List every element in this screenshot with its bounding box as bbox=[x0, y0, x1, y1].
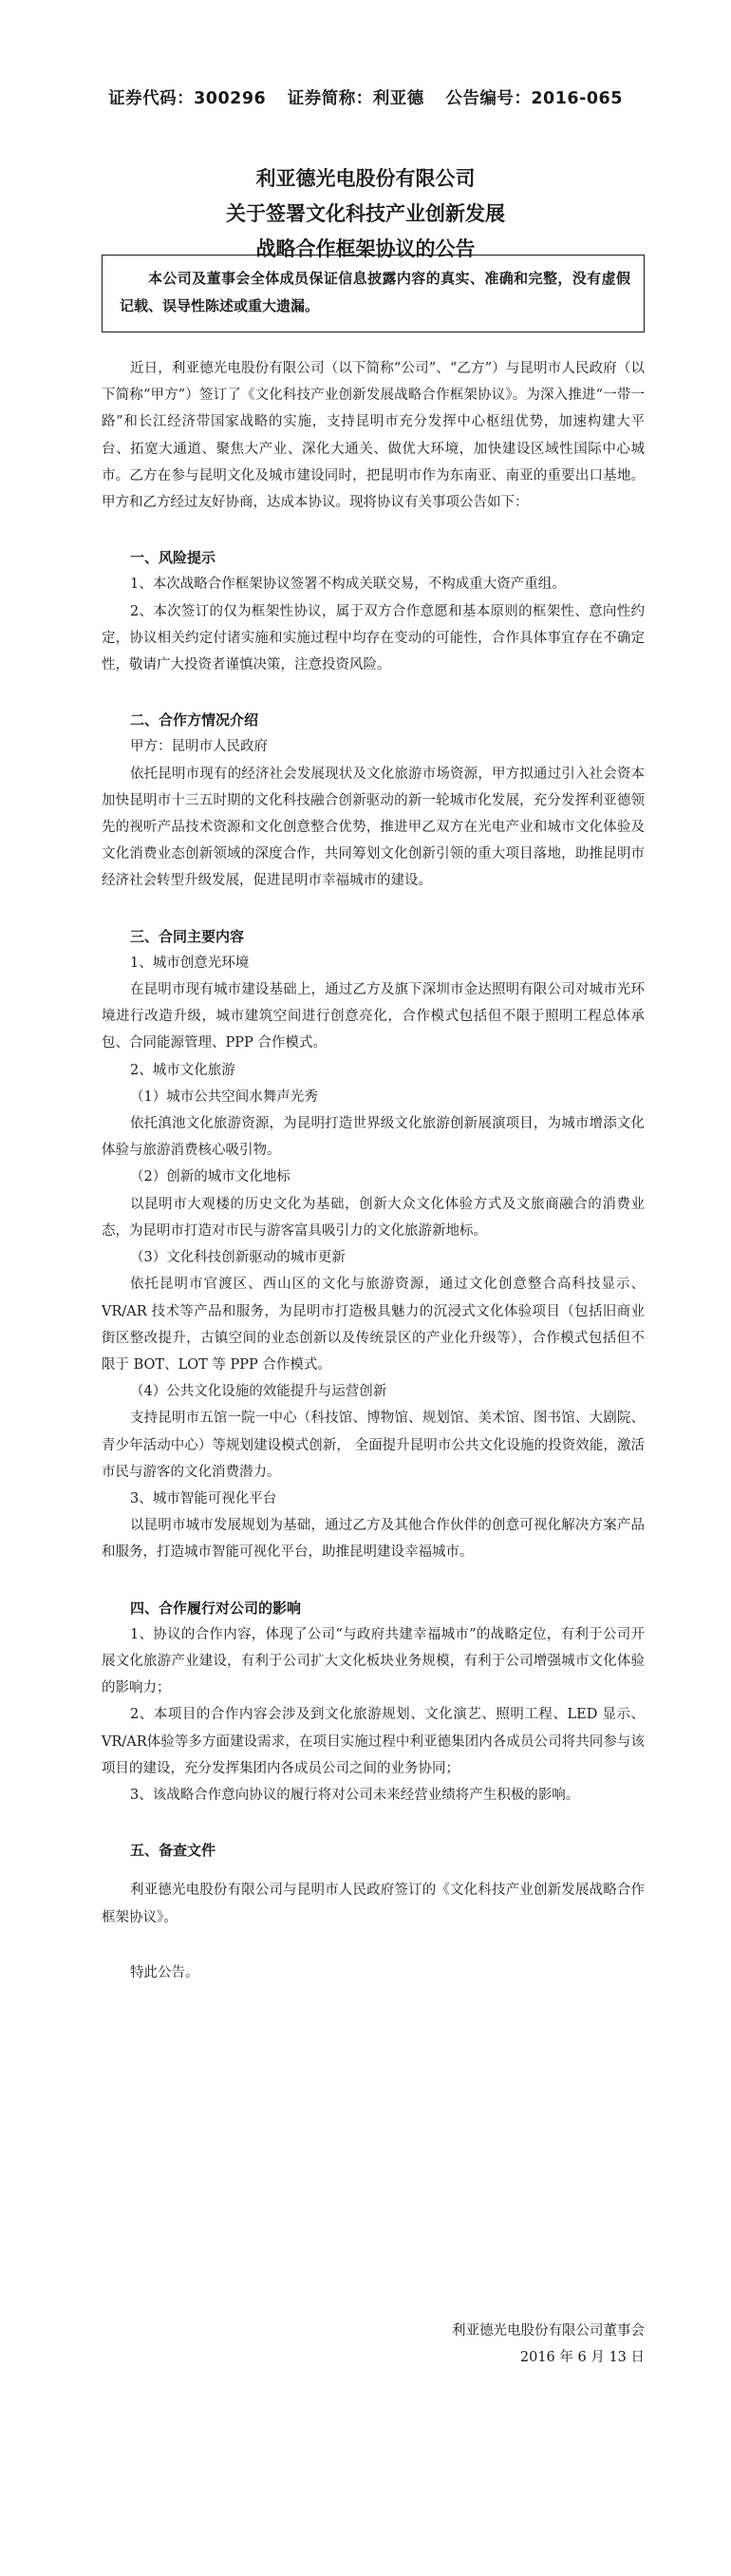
board-notice-box: 本公司及董事会全体成员保证信息披露内容的真实、准确和完整，没有虚假记载、误导性陈述或重大遗漏。 bbox=[102, 255, 645, 332]
title-line-2: 关于签署文化科技产业创新发展 bbox=[226, 202, 505, 225]
stock-code: 证券代码：300296 bbox=[108, 89, 267, 108]
stock-abbreviation: 证券简称：利亚德 bbox=[287, 89, 424, 108]
paragraph: 利亚德光电股份有限公司与昆明市人民政府签订的《文化科技产业创新发展战略合作框架协议》。 bbox=[102, 1883, 645, 1925]
document-title bbox=[0, 161, 731, 267]
title-line-1: 利亚德光电股份有限公司 bbox=[255, 167, 476, 190]
closing-text: 特此公告。 bbox=[130, 1964, 199, 1980]
paragraph: 3、该战略合作意向协议的履行将对公司未来经营业绩将产生积极的影响。 bbox=[130, 1787, 580, 1803]
subheading: 3、城市智能可视化平台 bbox=[130, 1490, 277, 1506]
announcement-number: 公告编号：2016-065 bbox=[445, 89, 623, 108]
title-line-3: 战略合作框架协议的公告 bbox=[255, 237, 476, 260]
paragraph: 2、本次签订的仅为框架性协议，属于双方合作意愿和基本原则的框架性、意向性约定，协议相关约定付诸实施和实施过程中均存在变动的可能性，合作具体事宜存在不确定性，敬请广大投资者谨慎决策，注意投资风险。 bbox=[102, 603, 645, 673]
subheading: 2、城市文化旅游 bbox=[130, 1062, 235, 1078]
signature-date: 2016 年 6 月 13 日 bbox=[519, 2350, 645, 2365]
intro-paragraph: 近日，利亚德光电股份有限公司（以下简称“公司”、“乙方”）与昆明市人民政府（以下简称“甲方”）签订了《文化科技产业创新发展战略合作框架协议》。为深入推进“一带一路”和长江经济带国家战略的实施，支持昆明市充分发挥中心枢纽优势，加速构建大平台、拓宽大通道、聚焦大产业、深化大通关、做优大环境，加快建设区域性国际中心城市。乙方在参与昆明文化及城市建设同时，把昆明市作为东南亚、南亚的重要出口基地。甲方和乙方经过友好协商，达成本协议。现将协议有关事项公告如下： bbox=[102, 361, 645, 511]
section-heading-impact: 四、合作履行对公司的影响 bbox=[130, 1599, 302, 1617]
paragraph: 支持昆明市五馆一院一中心（科技馆、博物馆、规划馆、美术馆、图书馆、大剧院、青少年活动中心）等规划建设模式创新， 全面提升昆明市公共文化设施的投资效能，激活市民与游客的文化消费潜力。 bbox=[102, 1411, 645, 1480]
subheading: （1）城市公共空间水舞声光秀 bbox=[130, 1089, 318, 1105]
section-heading-risk: 一、风险提示 bbox=[130, 549, 216, 567]
section-heading-reference: 五、备查文件 bbox=[130, 1842, 216, 1860]
paragraph: 以昆明市城市发展规划为基础，通过乙方及其他合作伙伴的创意可视化解决方案产品和服务，打造城市智能可视化平台，助推昆明建设幸福城市。 bbox=[102, 1518, 645, 1561]
subheading: （4）公共文化设施的效能提升与运营创新 bbox=[130, 1384, 387, 1400]
section-heading-parties: 二、合作方情况介绍 bbox=[130, 711, 259, 729]
announcement-body bbox=[102, 355, 645, 1986]
paragraph: 依托滇池文化旅游资源，为昆明打造世界级文化旅游创新展演项目，为城市增添文化体验与旅游消费核心吸引物。 bbox=[102, 1116, 645, 1159]
paragraph: 1、协议的合作内容，体现了公司“与政府共建幸福城市”的战略定位，有利于公司开展文化旅游产业建设，有利于公司扩大文化板块业务规模，有利于公司增强城市文化体验的影响力； bbox=[102, 1626, 645, 1696]
subheading: （2）创新的城市文化地标 bbox=[130, 1169, 291, 1185]
subheading: 1、城市创意光环境 bbox=[130, 955, 250, 971]
paragraph: 1、本次战略合作框架协议签署不构成关联交易，不构成重大资产重组。 bbox=[130, 577, 566, 593]
paragraph: 依托昆明市现有的经济社会发展现状及文化旅游市场资源，甲方拟通过引入社会资本加快昆明市十三五时期的文化科技融合创新驱动的新一轮城市化发展，充分发挥利亚德领先的视听产品技术资源和文化创意整合优势，推进甲乙双方在光电产业和城市文化体验及文化消费业态创新领域的深度合作，共同筹划文化创新引领的重大项目落地，助推昆明市经济社会转型升级发展，促进昆明市幸福城市的建设。 bbox=[102, 766, 645, 889]
paragraph: 依托昆明市官渡区、西山区的文化与旅游资源，通过文化创意整合高科技显示、VR/AR 技术等产品和服务，为昆明市打造极具魅力的沉浸式文化体验项目（包括旧商业街区整改提升，古镇空间的业态创新以及传统景区的产业化升级等），合作模式包括但不限于 BOT、LOT 等 PPP 合作模式。 bbox=[102, 1277, 645, 1373]
document-header bbox=[0, 85, 731, 109]
subheading: （3）文化科技创新驱动的城市更新 bbox=[130, 1250, 346, 1266]
section-heading-contract: 三、合同主要内容 bbox=[130, 927, 245, 945]
paragraph: 2、本项目的合作内容会涉及到文化旅游规划、文化演艺、照明工程、LED 显示、VR/AR体验等多方面建设需求，在项目实施过程中利亚德集团内各成员公司将共同参与该项目的建设，充分发挥集团内各成员公司之间的业务协同； bbox=[102, 1707, 645, 1776]
paragraph: 甲方：昆明市人民政府 bbox=[130, 739, 268, 755]
signature-block bbox=[102, 2318, 645, 2371]
signature-company: 利亚德光电股份有限公司董事会 bbox=[452, 2323, 645, 2339]
paragraph: 在昆明市现有城市建设基础上，通过乙方及旗下深圳市金达照明有限公司对城市光环境进行改造升级，城市建筑空间进行创意亮化，合作模式包括但不限于照明工程总体承包、合同能源管理、PPP 合作模式。 bbox=[102, 982, 645, 1051]
paragraph: 以昆明市大观楼的历史文化为基础，创新大众文化体验方式及文旅商融合的消费业态，为昆明市打造对市民与游客富具吸引力的文化旅游新地标。 bbox=[102, 1196, 645, 1239]
